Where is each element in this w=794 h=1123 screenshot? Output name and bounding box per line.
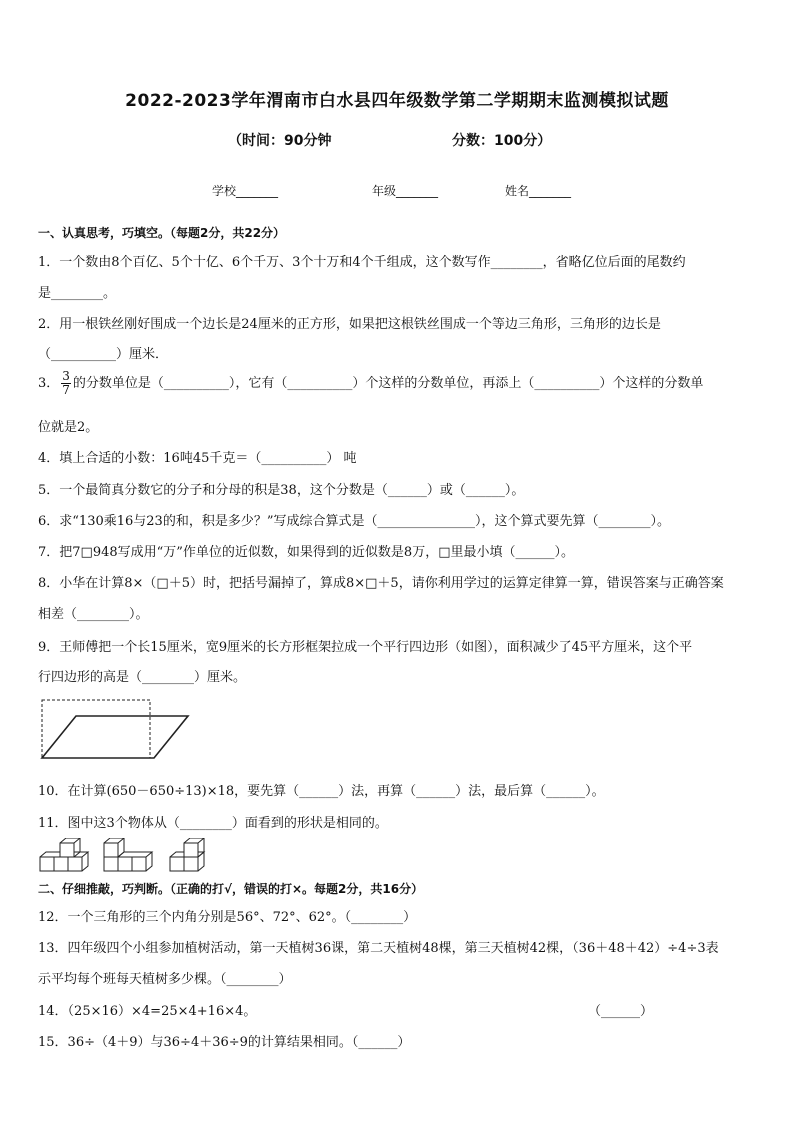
- question-3-line-2: 位就是2。: [38, 420, 99, 435]
- question-7: 7．把7□948写成用“万”作单位的近似数，如果得到的近似数是8万，□里最小填（______）。: [38, 545, 574, 560]
- question-2-line-2: （__________）厘米．: [38, 347, 169, 362]
- question-10: 10．在计算(650－650÷13)×18，要先算（______）法，再算（______）法，最后算（______）。: [38, 784, 605, 799]
- school-field: 学校_______: [212, 184, 279, 198]
- section-2-heading: 二、仔细推敲，巧判断。（正确的打√，错误的打×。每题2分，共16分）: [38, 882, 424, 896]
- original-rectangle-dashed: [42, 700, 150, 758]
- parallelogram-figure: [36, 696, 196, 766]
- parallelogram-shape: [42, 716, 188, 758]
- question-4: 4．填上合适的小数：16吨45千克＝（__________） 吨: [38, 451, 357, 466]
- fraction-denominator: 7: [62, 383, 70, 397]
- question-9-line-1: 9．王师傅把一个长15厘米，宽9厘米的长方形框架拉成一个平行四边形（如图），面积减少了45平方厘米，这个平: [38, 640, 693, 655]
- fraction-numerator: 3: [62, 369, 70, 383]
- section-1-heading: 一、认真思考，巧填空。（每题2分，共22分）: [38, 226, 286, 240]
- question-6: 6．求“130乘16与23的和，积是多少？”写成综合算式是（_______________），这个算式要先算（________）。: [38, 514, 670, 529]
- grade-field: 年级_______: [372, 184, 439, 198]
- cube-stack-1: [40, 838, 88, 871]
- question-14-answer-blank: （______）: [588, 1004, 654, 1019]
- cube-stacks-figure: [38, 838, 218, 874]
- question-5: 5．一个最简真分数它的分子和分母的积是38，这个分数是（______）或（______）。: [38, 483, 525, 498]
- exam-score: 分数：100分）: [452, 133, 552, 149]
- question-3-line-1: [38, 370, 703, 397]
- question-8-line-2: 相差（________）。: [38, 607, 149, 622]
- question-3-text: 的分数单位是（__________），它有（__________）个这样的分数单位，再添上（__________）个这样的分数单: [72, 376, 704, 391]
- question-8-line-1: 8．小华在计算8×（□＋5）时，把括号漏掉了，算成8×□＋5，请你利用学过的运算定律算一算，错误答案与正确答案: [38, 576, 724, 591]
- question-13-line-1: 13．四年级四个小组参加植树活动，第一天植树36课，第二天植树48棵，第三天植树42棵，（36＋48＋42）÷4÷3表: [38, 941, 719, 956]
- question-1-line-1: 1．一个数由8个百亿、5个十亿、6个千万、3个十万和4个千组成，这个数写作________，省略亿位后面的尾数约: [38, 255, 686, 270]
- cube-stack-2: [104, 838, 152, 871]
- question-12: 12．一个三角形的三个内角分别是56°、72°、62°。（________）: [38, 910, 417, 925]
- exam-time: （时间：90分钟: [228, 133, 332, 149]
- question-1-line-2: 是________。: [38, 286, 117, 301]
- fraction-three-sevenths: [61, 370, 71, 397]
- question-15: 15．36÷（4＋9）与36÷4＋36÷9的计算结果相同。（______）: [38, 1035, 411, 1050]
- question-2-line-1: 2．用一根铁丝刚好围成一个边长是24厘米的正方形，如果把这根铁丝围成一个等边三角形，三角形的边长是: [38, 317, 661, 332]
- cube-stack-3: [170, 838, 204, 871]
- question-11: 11．图中这3个物体从（________）面看到的形状是相同的。: [38, 816, 388, 831]
- question-9-line-2: 行四边形的高是（________）厘米。: [38, 670, 247, 685]
- question-14: 14．（25×16）×4=25×4+16×4。: [38, 1004, 257, 1019]
- question-13-line-2: 示平均每个班每天植树多少棵。（________）: [38, 972, 292, 987]
- question-3-prefix: 3．: [38, 376, 60, 391]
- page-title: 2022-2023学年渭南市白水县四年级数学第二学期期末监测模拟试题: [125, 91, 669, 111]
- name-field: 姓名_______: [505, 184, 572, 198]
